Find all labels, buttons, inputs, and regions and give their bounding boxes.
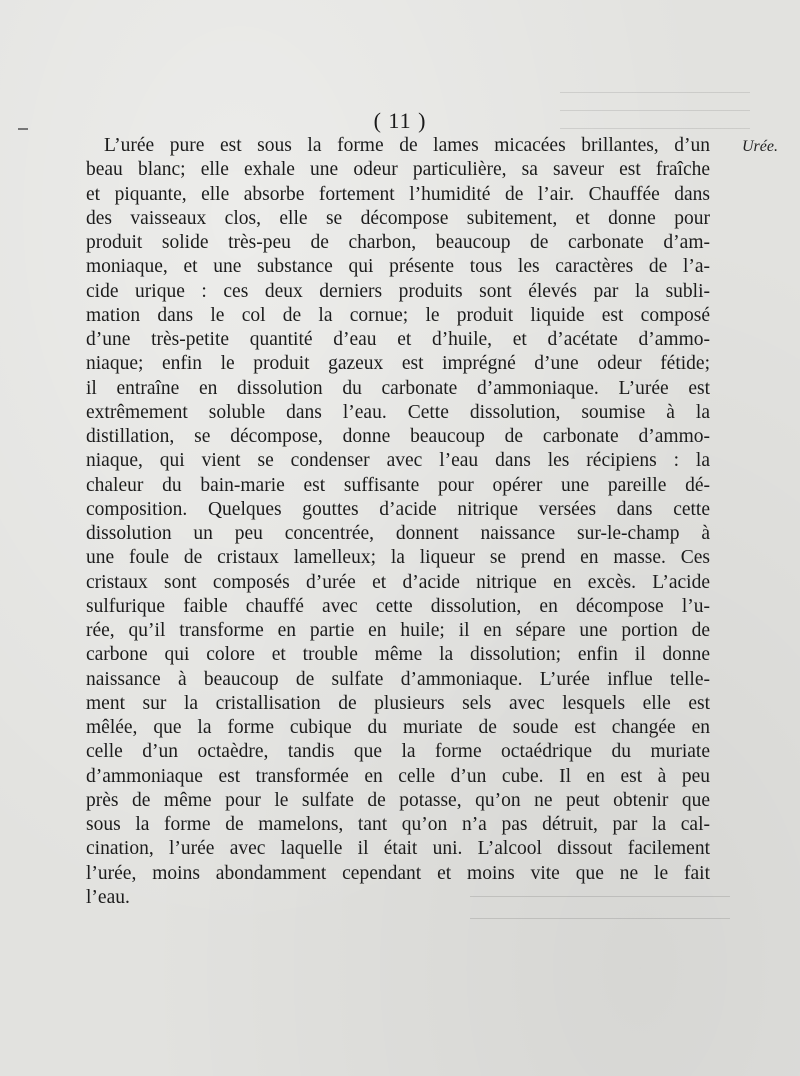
body-paragraph [86,134,710,910]
text-line: moniaque, et une substance qui présente tous les caractères de l’a- [86,256,710,278]
text-line: produit solide très-peu de charbon, beaucoup de carbonate d’am- [86,232,710,253]
text-line: composition. Quelques gouttes d’acide nitrique versées dans cette [86,498,710,520]
text-line: sulfurique faible chauffé avec cette dissolution, en décompose l’u- [86,595,710,617]
text-line: carbone qui colore et trouble même la dissolution; enfin il donne [86,644,710,666]
text-line: l’urée, moins abondamment cependant et moins vite que ne le fait [86,862,710,884]
text-line: chaleur du bain-marie est suffisante pour opérer une pareille dé- [86,474,710,496]
text-line: ment sur la cristallisation de plusieurs sels avec lesquels elle est [86,692,710,714]
text-line: près de même pour le sulfate de potasse, qu’on ne peut obtenir que [86,789,710,811]
text-line: d’ammoniaque est transformée en celle d’un cube. Il en est à peu [86,765,710,787]
text-line: des vaisseaux clos, elle se décompose subitement, et donne pour [86,207,710,229]
text-line: l’eau. [86,886,130,908]
text-line: naissance à beaucoup de sulfate d’ammoniaque. L’urée influe telle- [86,668,710,690]
text-line: une foule de cristaux lamelleux; la liqueur se prend en masse. Ces [86,547,710,569]
text-line: cristaux sont composés d’urée et d’acide nitrique en excès. L’acide [86,571,710,593]
text-line: d’une très-petite quantité d’eau et d’huile, et d’acétate d’ammo- [86,329,710,350]
text-line: cination, l’urée avec laquelle il était uni. L’alcool dissout facilement [86,838,710,860]
margin-note: Urée. [742,138,778,155]
text-line: mation dans le col de la cornue; le produit liquide est composé [86,304,710,326]
page-number: ( 11 ) [373,108,427,133]
text-line: il entraîne en dissolution du carbonate d’ammoniaque. L’urée est [86,377,710,399]
text-line: niaque; enfin le produit gazeux est imprégné d’une odeur fétide; [86,353,710,375]
text-line: sous la forme de mamelons, tant qu’on n’a pas détruit, par la cal- [86,814,710,835]
text-line: niaque, qui vient se condenser avec l’eau dans les récipiens : la [86,450,710,472]
text-line: extrêmement soluble dans l’eau. Cette dissolution, soumise à la [86,401,710,423]
text-line: celle d’un octaèdre, tandis que la forme octaédrique du muriate [86,741,710,763]
text-line: L’urée pure est sous la forme de lames micacées brillantes, d’un [104,135,710,156]
text-line: mêlée, que la forme cubique du muriate de soude est changée en [86,717,710,738]
text-line: distillation, se décompose, donne beaucoup de carbonate d’ammo- [86,426,710,447]
text-line: dissolution un peu concentrée, donnent naissance sur-le-champ à [86,523,710,544]
text-line: cide urique : ces deux derniers produits sont élevés par la subli- [86,280,710,302]
text-line: rée, qu’il transforme en partie en huile; il en sépare une portion de [86,620,710,641]
text-line: beau blanc; elle exhale une odeur particulière, sa saveur est fraîche [86,159,710,181]
text-line: et piquante, elle absorbe fortement l’humidité de l’air. Chauffée dans [86,183,710,205]
